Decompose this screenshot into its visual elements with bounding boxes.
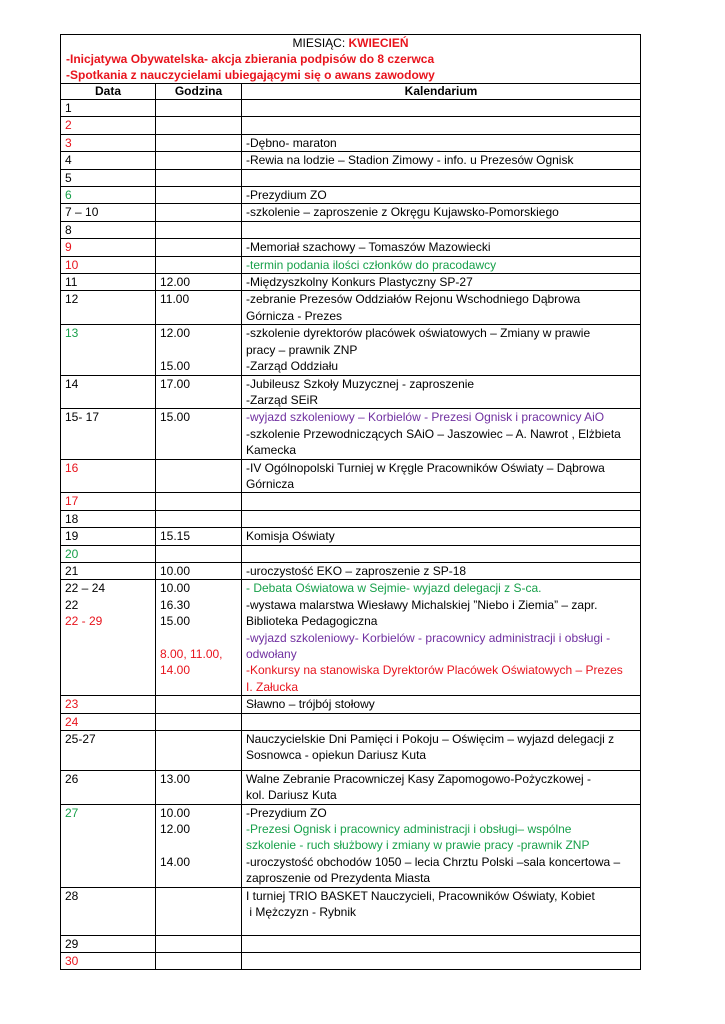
time-cell xyxy=(156,152,242,169)
time-cell xyxy=(156,100,242,117)
time-cell xyxy=(156,256,242,273)
date-cell: 18 xyxy=(61,510,156,527)
month-title xyxy=(66,35,635,51)
event-cell xyxy=(242,291,641,325)
time-cell xyxy=(156,696,242,713)
time-cell: 15.00 xyxy=(156,409,242,459)
date-cell: 26 xyxy=(61,770,156,804)
column-header-date: Data xyxy=(61,84,156,100)
time-cell xyxy=(156,510,242,527)
table-row xyxy=(61,804,641,887)
table-row xyxy=(61,409,641,459)
table-row xyxy=(61,134,641,151)
time-cell: 10.00 xyxy=(156,562,242,579)
time-cell xyxy=(156,239,242,256)
time-cell xyxy=(156,134,242,151)
date-cell xyxy=(61,580,156,696)
date-cell: 27 xyxy=(61,804,156,887)
date-cell: 14 xyxy=(61,375,156,409)
event-cell xyxy=(242,770,641,804)
time-line: 10.00 xyxy=(160,805,191,820)
event-cell: -Rewia na lodzie – Stadion Zimowy - info. u Prezesów Ognisk xyxy=(242,152,641,169)
time-cell xyxy=(156,952,242,969)
event-line: -szkolenie dyrektorów placówek oświatowych – Zmiany w prawie xyxy=(246,326,591,341)
time-cell xyxy=(156,731,242,771)
event-cell xyxy=(242,325,641,375)
date-cell: 23 xyxy=(61,696,156,713)
date-cell: 12 xyxy=(61,291,156,325)
header-note: -Spotkania z nauczycielami ubiegającymi się o awans zawodowy xyxy=(66,68,435,82)
event-line: -szkolenie Przewodniczących SAiO – Jaszowiec – A. Nawrot , Elżbieta xyxy=(246,426,621,441)
calendar-sheet xyxy=(60,34,640,970)
event-cell: -Dębno- maraton xyxy=(242,134,641,151)
date-cell: 10 xyxy=(61,256,156,273)
event-cell xyxy=(242,117,641,134)
table-row xyxy=(61,731,641,771)
event-cell xyxy=(242,804,641,887)
event-cell xyxy=(242,375,641,409)
table-row xyxy=(61,493,641,510)
date-cell: 11 xyxy=(61,274,156,291)
event-cell xyxy=(242,887,641,935)
event-line: Kamecka xyxy=(246,443,297,458)
table-row xyxy=(61,169,641,186)
event-line: -zebranie Prezesów Oddziałów Rejonu Wschodniego Dąbrowa xyxy=(246,292,581,307)
event-cell xyxy=(242,935,641,952)
event-cell xyxy=(242,459,641,493)
time-cell xyxy=(156,887,242,935)
event-line: Górnicza xyxy=(246,476,295,491)
date-cell: 1 xyxy=(61,100,156,117)
event-cell: -uroczystość EKO – zaproszenie z SP-18 xyxy=(242,562,641,579)
table-row xyxy=(61,696,641,713)
event-cell: -termin podania ilości członków do pracodawcy xyxy=(242,256,641,273)
event-line: -Prezesi Ognisk i pracownicy administracji i obsługi– wspólne xyxy=(246,822,572,837)
event-line: pracy – prawnik ZNP xyxy=(246,342,358,357)
event-line: i Mężczyzn - Rybnik xyxy=(246,905,357,920)
date-cell: 3 xyxy=(61,134,156,151)
date-cell: 25-27 xyxy=(61,731,156,771)
time-cell xyxy=(156,713,242,730)
time-cell: 11.00 xyxy=(156,291,242,325)
event-cell xyxy=(242,493,641,510)
table-row xyxy=(61,256,641,273)
date-cell: 9 xyxy=(61,239,156,256)
time-cell xyxy=(156,325,242,375)
event-line: Górnicza - Prezes xyxy=(246,308,343,323)
time-line: 16.30 xyxy=(160,597,191,612)
time-cell xyxy=(156,580,242,696)
event-line: - Debata Oświatowa w Sejmie- wyjazd delegacji z S-ca. xyxy=(246,581,542,596)
time-line: 12.00 xyxy=(160,326,191,341)
time-cell: 15.15 xyxy=(156,528,242,545)
table-row xyxy=(61,459,641,493)
event-line: I. Załucka xyxy=(246,679,299,694)
event-cell: Komisja Oświaty xyxy=(242,528,641,545)
table-row xyxy=(61,204,641,221)
date-line: 22 – 24 xyxy=(65,581,106,596)
date-cell: 29 xyxy=(61,935,156,952)
event-line: -Zarząd Oddziału xyxy=(246,359,339,374)
event-cell: -Międzyszkolny Konkurs Plastyczny SP-27 xyxy=(242,274,641,291)
date-cell: 2 xyxy=(61,117,156,134)
table-row xyxy=(61,274,641,291)
header-row xyxy=(61,35,641,84)
time-cell xyxy=(156,117,242,134)
event-line: Nauczycielskie Dni Pamięci i Pokoju – Oświęcim – wyjazd delegacji z xyxy=(246,732,615,747)
event-line: odwołany xyxy=(246,647,297,661)
date-line: 22 xyxy=(65,597,79,612)
table-row xyxy=(61,291,641,325)
time-line: 14.00 xyxy=(160,854,191,869)
time-cell xyxy=(156,204,242,221)
event-line: -Zarząd SEiR xyxy=(246,392,319,407)
table-row xyxy=(61,375,641,409)
date-cell: 7 – 10 xyxy=(61,204,156,221)
event-cell xyxy=(242,221,641,238)
event-line: -Konkursy na stanowiska Dyrektorów Placówek Oświatowych – Prezes xyxy=(246,663,623,678)
time-cell xyxy=(156,169,242,186)
event-cell: -Prezydium ZO xyxy=(242,187,641,204)
time-line: 14.00 xyxy=(160,663,191,678)
event-line: Biblioteka Pedagogiczna xyxy=(246,614,378,629)
table-row xyxy=(61,545,641,562)
header-cell xyxy=(61,35,641,84)
event-cell xyxy=(242,409,641,459)
table-row xyxy=(61,117,641,134)
event-line: -IV Ogólnopolski Turniej w Kręgle Pracowników Oświaty – Dąbrowa xyxy=(246,460,605,475)
table-row xyxy=(61,510,641,527)
event-line: -wystawa malarstwa Wiesławy Michalskiej ”Niebo i Ziemia” – zapr. xyxy=(246,597,598,612)
time-cell xyxy=(156,459,242,493)
table-row xyxy=(61,152,641,169)
time-line: 12.00 xyxy=(160,822,191,837)
date-cell: 21 xyxy=(61,562,156,579)
time-cell xyxy=(156,804,242,887)
table-row xyxy=(61,528,641,545)
event-cell xyxy=(242,545,641,562)
time-line: 8.00, 11.00, xyxy=(160,646,223,661)
event-line: zaproszenie od Prezydenta Miasta xyxy=(246,871,431,886)
time-line: 15.00 xyxy=(160,359,191,374)
time-cell xyxy=(156,935,242,952)
table-row xyxy=(61,770,641,804)
date-cell: 5 xyxy=(61,169,156,186)
date-cell: 30 xyxy=(61,952,156,969)
time-cell xyxy=(156,545,242,562)
date-cell: 15- 17 xyxy=(61,409,156,459)
event-line: -wyjazd szkoleniowy – Korbielów - Prezesi Ognisk i pracownicy AiO xyxy=(246,410,605,425)
table-row xyxy=(61,562,641,579)
table-row xyxy=(61,952,641,969)
month-name: KWIECIEŃ xyxy=(348,36,409,50)
date-cell: 16 xyxy=(61,459,156,493)
table-row xyxy=(61,580,641,696)
event-cell xyxy=(242,713,641,730)
column-header-time: Godzina xyxy=(156,84,242,100)
event-line: Sosnowca - opiekun Dariusz Kuta xyxy=(246,748,427,763)
date-cell: 24 xyxy=(61,713,156,730)
time-cell: 17.00 xyxy=(156,375,242,409)
time-cell xyxy=(156,187,242,204)
table-row xyxy=(61,325,641,375)
table-row xyxy=(61,221,641,238)
event-cell: -szkolenie – zaproszenie z Okręgu Kujawsko-Pomorskiego xyxy=(242,204,641,221)
event-cell xyxy=(242,952,641,969)
event-line: szkolenie - ruch służbowy i zmiany w prawie pracy -prawnik ZNP xyxy=(246,838,590,853)
header-note: -Inicjatywa Obywatelska- akcja zbierania podpisów do 8 czerwca xyxy=(66,52,435,66)
table-row xyxy=(61,713,641,730)
date-cell: 8 xyxy=(61,221,156,238)
time-line: 15.00 xyxy=(160,614,191,629)
table-row xyxy=(61,935,641,952)
table-row xyxy=(61,100,641,117)
event-cell xyxy=(242,580,641,696)
date-cell: 20 xyxy=(61,545,156,562)
table-row xyxy=(61,239,641,256)
event-line: Walne Zebranie Pracowniczej Kasy Zapomogowo-Pożyczkowej - xyxy=(246,771,592,786)
event-line: -uroczystość obchodów 1050 – lecia Chrztu Polski –sala koncertowa – xyxy=(246,854,621,869)
date-cell: 13 xyxy=(61,325,156,375)
time-cell: 13.00 xyxy=(156,770,242,804)
date-line: 22 - 29 xyxy=(65,614,103,629)
date-cell: 19 xyxy=(61,528,156,545)
event-cell xyxy=(242,731,641,771)
event-line: kol. Dariusz Kuta xyxy=(246,788,337,803)
date-cell: 4 xyxy=(61,152,156,169)
event-cell: -Memoriał szachowy – Tomaszów Mazowiecki xyxy=(242,239,641,256)
event-line: -Jubileusz Szkoły Muzycznej - zaproszenie xyxy=(246,376,475,391)
date-cell: 28 xyxy=(61,887,156,935)
event-line: -Prezydium ZO xyxy=(246,805,327,820)
event-cell: Sławno – trójbój stołowy xyxy=(242,696,641,713)
month-prefix: MIESIĄC: xyxy=(292,36,349,50)
table-row xyxy=(61,187,641,204)
column-header-row xyxy=(61,84,641,100)
event-cell xyxy=(242,510,641,527)
time-cell: 12.00 xyxy=(156,274,242,291)
table-row xyxy=(61,887,641,935)
time-line: 10.00 xyxy=(160,581,191,596)
event-cell xyxy=(242,100,641,117)
calendar-table xyxy=(60,34,641,970)
column-header-calendar: Kalendarium xyxy=(242,84,641,100)
date-cell: 17 xyxy=(61,493,156,510)
event-line: -wyjazd szkoleniowy- Korbielów - pracownicy administracji i obsługi - xyxy=(246,630,611,645)
time-cell xyxy=(156,493,242,510)
event-line: I turniej TRIO BASKET Nauczycieli, Pracowników Oświaty, Kobiet xyxy=(246,888,595,903)
date-cell: 6 xyxy=(61,187,156,204)
event-cell xyxy=(242,169,641,186)
time-cell xyxy=(156,221,242,238)
